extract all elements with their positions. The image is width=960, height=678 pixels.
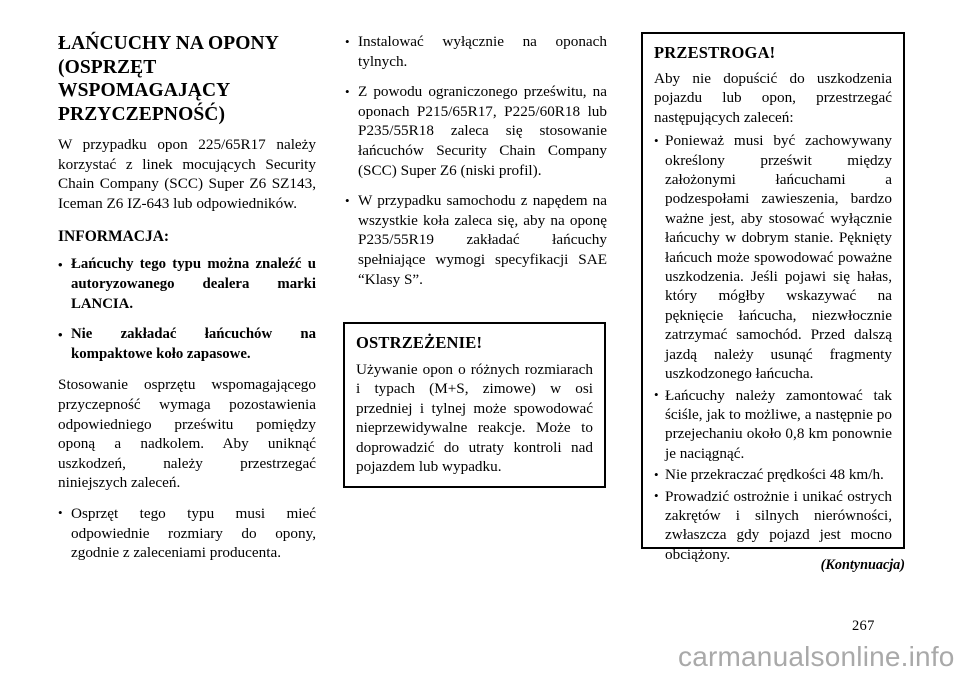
list-item: • Nie zakładać łańcuchów na kompaktowe koło zapasowe.: [58, 325, 316, 364]
list-item: • Łańcuchy należy zamontować tak ściśle, jak to możliwe, a następnie po przejechaniu około 0,8 km ponownie je naciągnąć.: [654, 386, 892, 464]
caution-box: [641, 32, 905, 563]
page-title: ŁAŃCUCHY NA OPONY (OSPRZĘT WSPOMAGAJĄCY PRZYCZEPNOŚĆ): [58, 33, 279, 125]
column-middle: [345, 32, 607, 289]
list-item: • Nie przekraczać prędkości 48 km/h.: [654, 465, 892, 484]
continuation-note: (Kontynuacja): [820, 557, 905, 573]
intro-paragraph: W przypadku opon 225/65R17 należy korzystać z linek mocujących Security Chain Company (SCC) Super Z6 SZ143, Iceman Z6 IZ-643 lub odpowiedników.: [58, 136, 316, 212]
list-item: • Z powodu ograniczonego prześwitu, na oponach P215/65R17, P225/60R18 lub P235/55R18 zaleca się stosowanie łańcuchów Security Chain Company (SCC) Super Z6 (niski profil).: [345, 82, 607, 180]
info-heading: INFORMACJA:: [58, 228, 170, 246]
clearance-paragraph: Stosowanie osprzętu wspomagającego przyczepność wymaga pozostawienia odpowiedniego prześwitu pomiędzy oponą a nadkolem. Aby uniknąć uszkodzeń, należy przestrzegać niniejszych zaleceń.: [58, 376, 316, 492]
page-number: 267: [852, 618, 875, 634]
warning-box-body: Używanie opon o różnych rozmiarach i typach (M+S, zimowe) w osi przedniej i tylnej może spowodować nieprzewidywalne reakcje. Może to doprowadzić do utraty kontroli nad pojazdem lub wypadku.: [356, 361, 593, 476]
list-item: • Łańcuchy tego typu można znaleźć u autoryzowanego dealera marki LANCIA.: [58, 255, 316, 314]
list-item: • Instalować wyłącznie na oponach tylnych.: [345, 32, 607, 71]
watermark: carmanualsonline.info: [678, 641, 955, 672]
list-item: • Ponieważ musi być zachowywany określony prześwit między założonymi łańcuchami a podzespołami zawieszenia, bardzo ważne jest, aby stosować wyłącznie łańcuchy w dobrym stanie. Pęknięty łańcuch może spowodować poważne uszkodzenia. Jeśli pojawi się hałas, który mógłby wskazywać na pęknięcie łańcucha, niezwłocznie zatrzymać samochód. Przed dalszą jazdą należy usunąć fragmenty uszkodzonego łańcucha.: [654, 131, 892, 383]
caution-box-title: PRZESTROGA!: [654, 43, 776, 62]
list-item: • Prowadzić ostrożnie i unikać ostrych zakrętów i silnych nierówności, zwłaszcza gdy pojazd jest mocno obciążony.: [654, 487, 892, 565]
list-item: • Osprzęt tego typu musi mieć odpowiednie rozmiary do opony, zgodnie z zaleceniami producenta.: [58, 504, 316, 563]
list-item: • W przypadku samochodu z napędem na wszystkie koła zaleca się, aby na oponę P235/55R19 zakładać łańcuchy spełniające wymogi specyfikacji SAE “Klasy S”.: [345, 191, 607, 289]
warning-box-title: OSTRZEŻENIE!: [356, 333, 483, 352]
warning-box: [343, 322, 606, 488]
caution-box-intro: Aby nie dopuścić do uszkodzenia pojazdu lub opon, przestrzegać następujących zaleceń:: [654, 70, 892, 126]
column-left: [58, 32, 316, 563]
